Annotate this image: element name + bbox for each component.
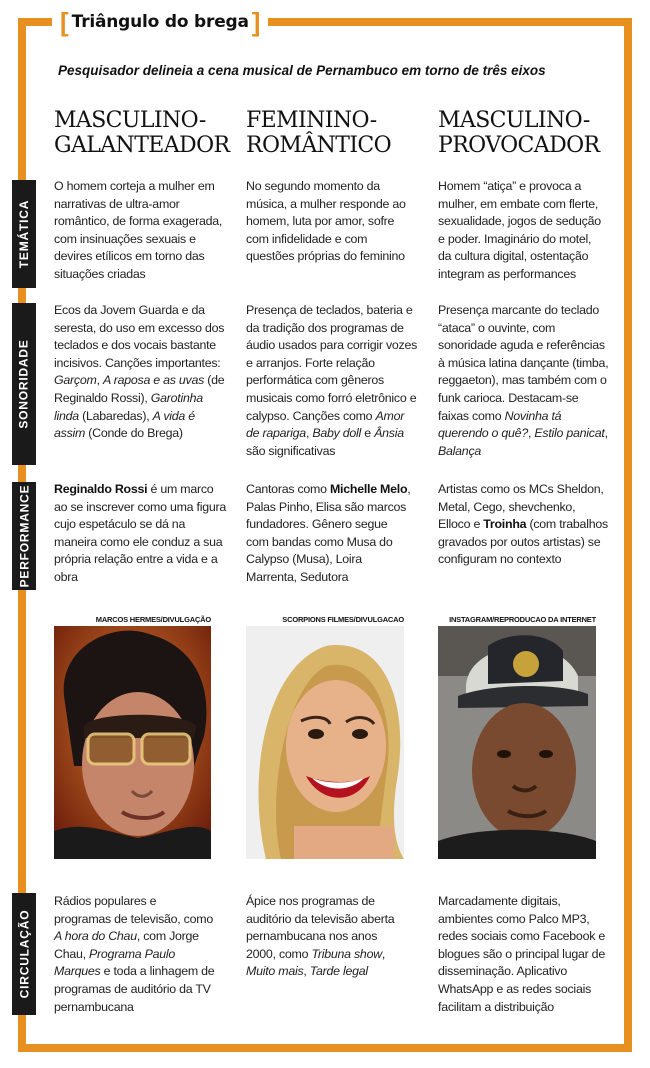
text: ,: [303, 964, 310, 979]
song-title: Baby doll: [312, 426, 362, 441]
performance-galanteador: [54, 481, 226, 587]
title-bracket-left: [: [60, 7, 69, 37]
text: , com Jorge Chau,: [54, 929, 199, 961]
program-title: Muito mais: [246, 964, 304, 979]
column-heading-provocador: [438, 108, 600, 158]
text: (Conde do Brega): [85, 426, 183, 441]
text: Artistas como os MCs Sheldon, Metal, Cego, shevchenko, Elloco e: [438, 482, 604, 532]
text: (com trabalhos gravados por outos artistas) se configuram no contexto: [438, 517, 608, 567]
section-label-text: PERFORMANCE: [17, 484, 31, 588]
program-title: A hora do Chau: [54, 929, 137, 944]
song-title: A raposa e as uvas: [102, 373, 205, 388]
sonoridade-galanteador: [54, 302, 226, 443]
sonoridade-provocador: [438, 302, 610, 460]
tematica-galanteador: O homem corteja a mulher em narrativas de ultra-amor romântico, de forma exagerada, com insinuações sexuais e devires etílicos em torno das situações criadas: [54, 179, 223, 281]
text: (Labaredas),: [78, 408, 153, 423]
song-title: A vida é assim: [54, 408, 195, 441]
song-title: Garotinha linda: [54, 390, 203, 423]
heading-line: MASCULINO-: [54, 108, 206, 133]
tematica-romantico: No segundo momento da música, a mulher responde ao homem, luta por amor, sofre com infidelidade e com questões próprias do feminino: [246, 179, 406, 264]
section-label-text: SONORIDADE: [17, 339, 31, 429]
page-title: [52, 7, 268, 37]
photo-mc-troinha: [438, 626, 596, 859]
text: ,: [381, 946, 386, 961]
artist-name: Michelle Melo: [329, 482, 408, 496]
text: e toda a linhagem de programas de auditório da TV pernambucana: [54, 964, 215, 1014]
text: ,: [305, 426, 313, 441]
artist-name: Troinha: [483, 517, 527, 532]
photo-michelle-melo: [246, 626, 404, 859]
text: ,: [527, 426, 535, 441]
song-title: Novinha tá querendo o quê?: [438, 408, 562, 441]
photo-credit: INSTAGRAM/REPRODUCAO DA INTERNET: [449, 615, 596, 624]
section-label-text: TEMÁTICA: [17, 199, 31, 269]
program-title: Tribuna show: [311, 946, 382, 961]
performance-provocador: [438, 481, 610, 569]
text: e: [361, 426, 375, 441]
text: são significativas: [246, 443, 336, 458]
photo-reginaldo-rossi: [54, 626, 211, 859]
circulacao-provocador: Marcadamente digitais, ambientes como Palco MP3, redes sociais como Facebook e blogues são o principal lugar de disseminação. Aplicativo WhatsApp e as redes sociais facilitam a distribuição: [438, 894, 605, 1014]
text: (de Reginaldo Rossi),: [54, 373, 225, 405]
song-title: Estilo panicat: [534, 426, 605, 441]
sonoridade-romantico: [246, 302, 418, 460]
title-text: Triângulo do brega: [71, 12, 249, 32]
text: Rádios populares e programas de televisão, como: [54, 894, 213, 926]
song-title: Balança: [438, 443, 482, 458]
text: Presença de teclados, bateria e da tradição dos programas de áudio usados para corrigir vozes e arranjos. Forte relação performática com gêneros musicais como forró eletrônico e calypso. Canções como: [246, 303, 418, 423]
tematica-provocador: Homem “atiça” e provoca a mulher, em embate com flerte, sexualidade, jogos de sedução e poder. Imaginário do motel, da cultura digital, ostentação integram as performances: [438, 179, 601, 281]
text: , Palas Pinho, Elisa são marcos fundadores. Gênero segue com bandas como Musa do Calypso (Musa), Loira Marrenta, Sedutora: [246, 482, 411, 584]
text: é um marco ao se inscrever como uma figura cujo espetáculo se dá na maneira como ele conduz a sua própria relação entre a vida e a obra: [54, 482, 226, 584]
circulacao-galanteador: [54, 893, 216, 1016]
section-label-circulacao: [12, 893, 36, 1015]
title-bracket-right: ]: [251, 7, 261, 37]
column-heading-galanteador: [54, 108, 229, 158]
song-title: Ânsia: [374, 426, 404, 441]
heading-line: MASCULINO-: [438, 108, 590, 133]
text: Ecos da Jovem Guarda e da seresta, do uso em excesso dos teclados e dos vocais bastante incisivos. Canções importantes:: [54, 303, 225, 370]
subtitle: Pesquisador delineia a cena musical de Pernambuco em torno de três eixos: [58, 63, 546, 78]
section-label-tematica: [12, 180, 36, 288]
program-title: Tarde legal: [309, 964, 368, 979]
song-title: Garçom: [54, 373, 97, 388]
section-label-text: CIRCULAÇÃO: [17, 909, 32, 999]
column-heading-romantico: [246, 108, 391, 158]
section-label-performance: [12, 482, 36, 590]
photo-credit: SCORPIONS FILMES/DIVULGACAO: [282, 615, 404, 624]
performance-romantico: [246, 481, 412, 587]
heading-line: ROMÂNTICO: [246, 133, 392, 158]
heading-line: PROVOCADOR: [438, 133, 600, 158]
portrait-man-glasses: [54, 626, 211, 859]
text: Cantoras como: [246, 482, 330, 496]
portrait-man-cap: [438, 626, 596, 859]
song-title: Amor de rapariga: [246, 408, 405, 441]
portrait-woman-blonde: [246, 626, 404, 859]
text: Ápice nos programas de auditório da televisão aberta pernambucana nos anos 2000, como: [246, 894, 395, 961]
heading-line: FEMININO-: [246, 108, 377, 133]
circulacao-romantico: [246, 893, 396, 981]
artist-name: Reginaldo Rossi: [54, 482, 148, 496]
text: ,: [604, 426, 608, 441]
text: Presença marcante do teclado “ataca” o ouvinte, com sonoridade aguda e referências à música latina dançante (timba, reggaeton), mas também com o funk carioca. Destacam-se faixas como: [438, 303, 609, 423]
photo-credit: MARCOS HERMES/DIVULGAÇÃO: [95, 615, 211, 624]
section-label-sonoridade: [12, 303, 36, 465]
program-title: Programa Paulo Marques: [54, 946, 176, 979]
heading-line: GALANTEADOR: [54, 133, 230, 158]
text: ,: [96, 373, 103, 388]
